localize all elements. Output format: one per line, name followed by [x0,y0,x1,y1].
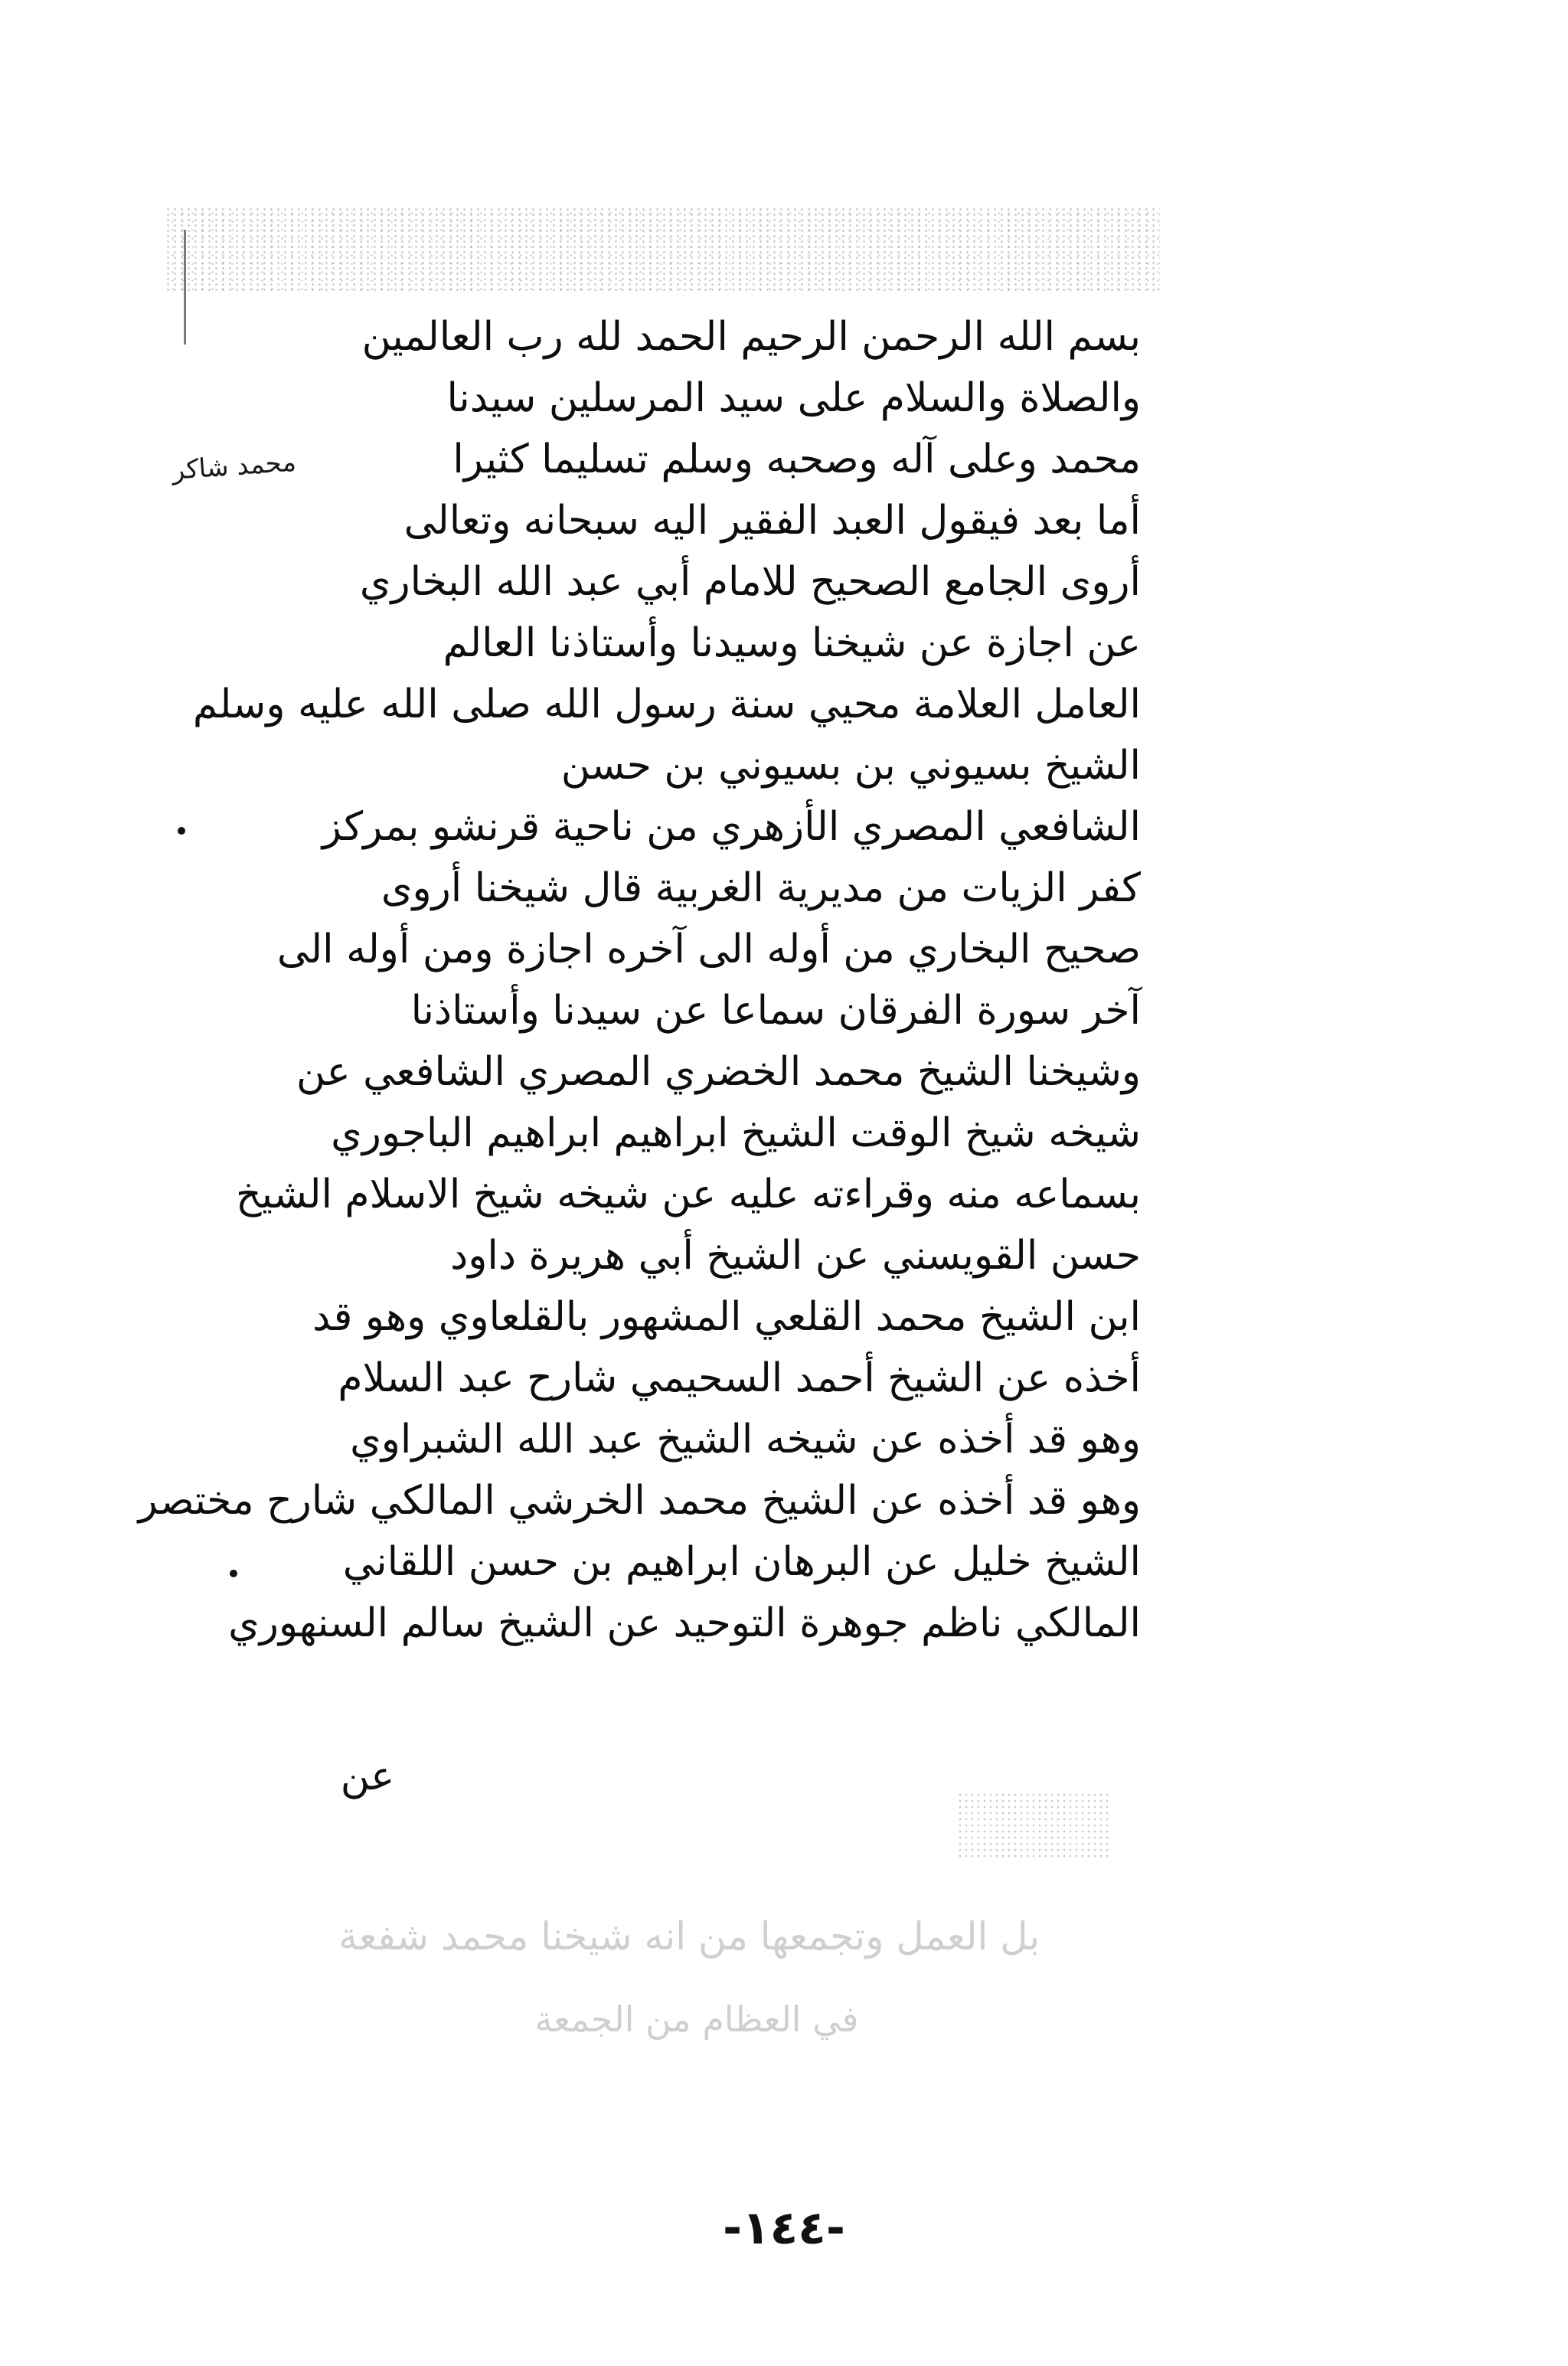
bleed-through-line: في العظام من الجمعة [534,1998,859,2040]
text-line: عن اجازة عن شيخنا وسيدنا وأستاذنا العالم [443,620,1141,666]
bleed-through-line: بل العمل وتجمعها من انه شيخنا محمد شفعة [338,1914,1040,1959]
text-line: وهو قد أخذه عن شيخه الشيخ عبد الله الشبراوي [350,1417,1141,1462]
text-line: شيخه شيخ الوقت الشيخ ابراهيم ابراهيم الباجوري [331,1110,1141,1156]
text-line: العامل العلامة محيي سنة رسول الله صلى الله عليه وسلم [192,681,1141,727]
text-line: والصلاة والسلام على سيد المرسلين سيدنا [446,375,1141,421]
text-line: حسن القويسني عن الشيخ أبي هريرة داود [450,1233,1141,1279]
text-line: الشيخ بسيوني بن بسيوني بن حسن [560,743,1141,789]
text-line: كفر الزيات من مديرية الغربية قال شيخنا أروى [381,865,1141,911]
text-line: أما بعد فيقول العبد الفقير اليه سبحانه وتعالى [403,498,1141,544]
margin-rule [184,230,186,345]
margin-note: محمد شاكر [171,446,298,486]
text-line: أخذه عن الشيخ أحمد السحيمي شارح عبد السلام [338,1355,1141,1401]
text-line: المالكي ناظم جوهرة التوحيد عن الشيخ سالم السنهوري [228,1600,1141,1646]
text-line: وشيخنا الشيخ محمد الخضري المصري الشافعي عن [296,1049,1141,1095]
text-line: الشيخ خليل عن البرهان ابراهيم بن حسن اللقاني [342,1539,1141,1585]
scan-noise-top [165,207,1160,291]
text-line: بسماعه منه وقراءته عليه عن شيخه شيخ الاسلام الشيخ [235,1172,1141,1217]
ink-dot [178,827,185,835]
page-number: -١٤٤- [723,2201,845,2255]
text-line: صحيح البخاري من أوله الى آخره اجازة ومن أوله الى [276,926,1141,972]
text-line: وهو قد أخذه عن الشيخ محمد الخرشي المالكي شارح مختصر [138,1478,1141,1524]
text-line: بسم الله الرحمن الرحيم الحمد لله رب العالمين [361,314,1141,360]
scan-noise-bottom [957,1792,1110,1861]
catchword: عن [340,1753,395,1799]
text-line: ابن الشيخ محمد القلعي المشهور بالقلعاوي وهو قد [312,1294,1141,1340]
text-line: الشافعي المصري الأزهري من ناحية قرنشو بمركز [322,804,1141,850]
ink-dot [230,1570,237,1577]
text-line: أروى الجامع الصحيح للامام أبي عبد الله البخاري [359,559,1141,605]
text-line: محمد وعلى آله وصحبه وسلم تسليما كثيرا [452,436,1141,482]
text-line: آخر سورة الفرقان سماعا عن سيدنا وأستاذنا [410,988,1141,1034]
